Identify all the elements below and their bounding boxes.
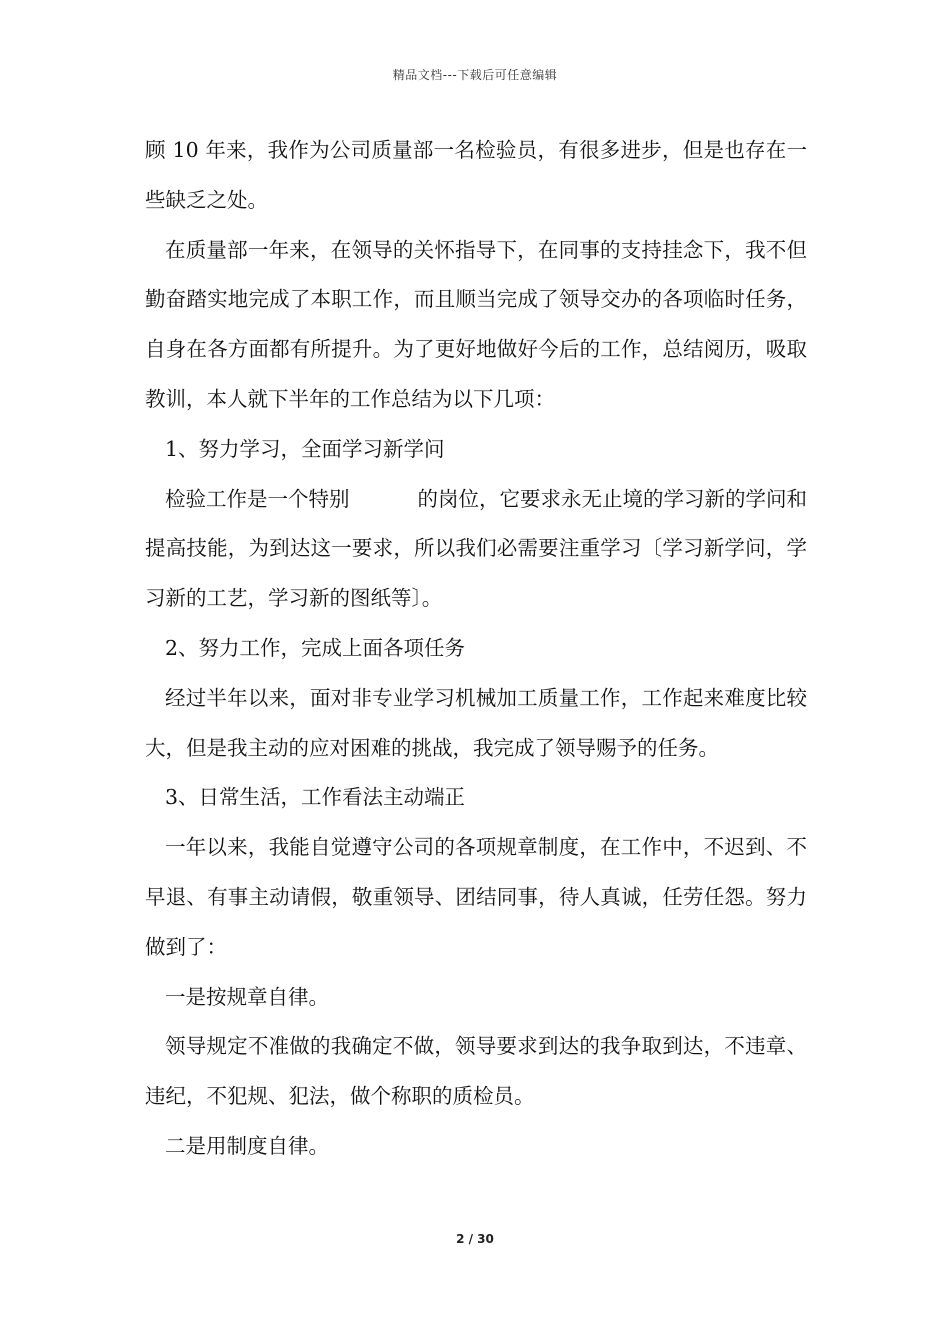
- section-heading-2: 2、努力工作，完成上面各项任务: [165, 635, 466, 660]
- paragraph-3-part-b: 的岗位，它要求永无止境的学习新的学问和提高技能，为到达这一要求，所以我们必需要注重学习〔学习新学问，学习新的工艺，学习新的图纸等〕。: [145, 486, 807, 611]
- paragraph-7: 领导规定不准做的我确定不做，领导要求到达的我争取到达，不违章、违纪，不犯规、犯法，做个称职的质检员。: [145, 1034, 807, 1109]
- section-heading-3: 3、日常生活，工作看法主动端正: [165, 785, 466, 810]
- paragraph-6: 一是按规章自律。: [165, 984, 329, 1009]
- paragraph-5: 一年以来，我能自觉遵守公司的各项规章制度，在工作中，不迟到、不早退、有事主动请假，敬重领导、团结同事，待人真诚，任劳任怨。努力做到了：: [145, 835, 807, 959]
- paragraph-4: 经过半年以来，面对非专业学习机械加工质量工作，工作起来难度比较大，但是我主动的应对困难的挑战，我完成了领导赐予的任务。: [145, 685, 807, 760]
- page-header: 精品文档---下载后可任意编辑: [392, 68, 558, 82]
- document-body: [145, 126, 807, 1172]
- paragraph-3-part-a: 检验工作是一个特别: [165, 486, 350, 511]
- paragraph-2: 在质量部一年来，在领导的关怀指导下，在同事的支持挂念下，我不但勤奋踏实地完成了本职工作，而且顺当完成了领导交办的各项临时任务，自身在各方面都有所提升。为了更好地做好今后的工作，总结阅历，吸取教训，本人就下半年的工作总结为以下几项：: [145, 237, 807, 411]
- page-number: 2 / 30: [456, 1232, 494, 1246]
- paragraph-3: [145, 475, 807, 624]
- paragraph-8: 二是用制度自律。: [165, 1133, 329, 1158]
- section-heading-1: 1、努力学习，全面学习新学问: [165, 436, 445, 461]
- paragraph-1: 顾 10 年来，我作为公司质量部一名检验员，有很多进步，但是也存在一些缺乏之处。: [145, 138, 807, 212]
